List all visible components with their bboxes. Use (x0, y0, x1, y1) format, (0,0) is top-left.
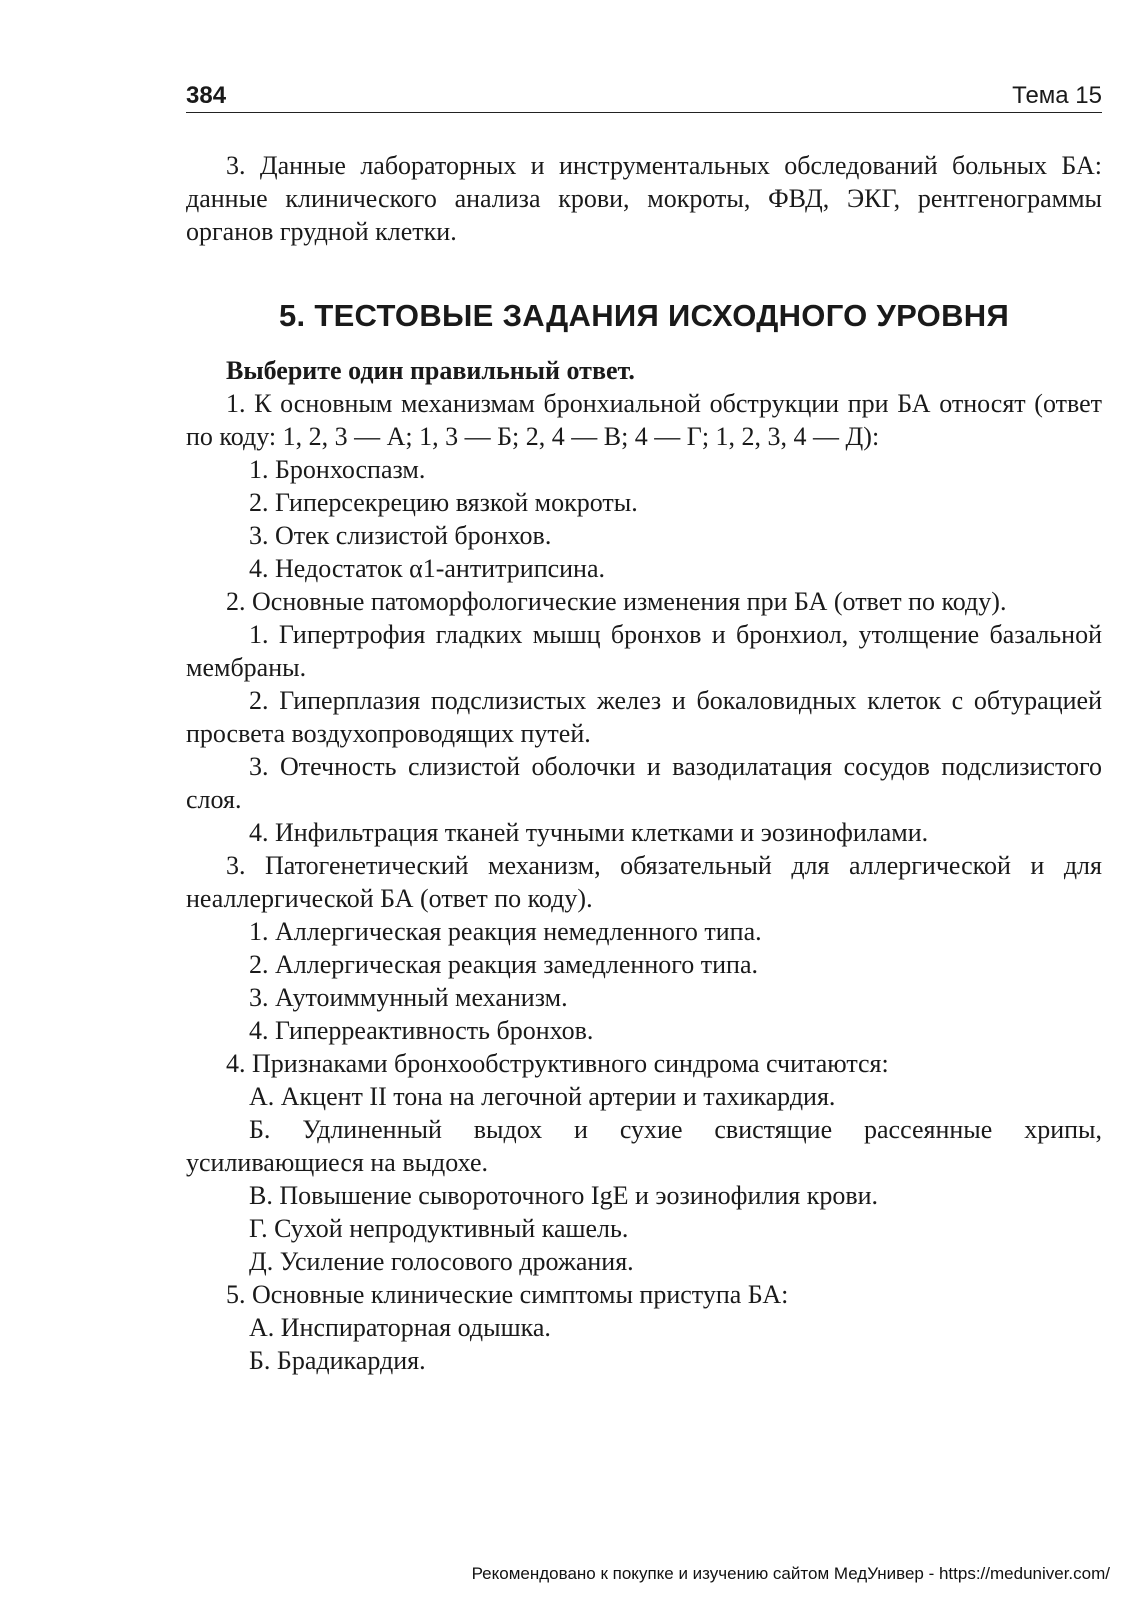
page-number: 384 (186, 82, 227, 109)
question-5-option-a: А. Инспираторная одышка. (249, 1313, 551, 1342)
question-1-option-2: 2. Гиперсекрецию вязкой мокроты. (249, 488, 638, 517)
question-2-option-2: 2. Гиперплазия подслизистых желез и бокаловидных клеток с обтурацией просвета воздухопроводящих путей. (186, 686, 1102, 748)
question-2-option-3: 3. Отечность слизистой оболочки и вазодилатация сосудов подслизистого слоя. (186, 752, 1102, 814)
page-header (186, 76, 1102, 113)
question-3-option-2: 2. Аллергическая реакция замедленного типа. (249, 950, 758, 979)
question-1-option-1: 1. Бронхоспазм. (249, 455, 426, 484)
question-2-option-4: 4. Инфильтрация тканей тучными клетками и эозинофилами. (249, 818, 929, 847)
question-2-option-1: 1. Гипертрофия гладких мышц бронхов и бронхиол, утолщение базальной мембраны. (186, 620, 1102, 682)
footer-recommendation: Рекомендовано к покупке и изучению сайтом МедУнивер - https://meduniver.com/ (471, 1564, 1110, 1583)
question-4-option-c: В. Повышение сывороточного IgE и эозинофилия крови. (249, 1181, 879, 1210)
question-4-option-b: Б. Удлиненный выдох и сухие свистящие рассеянные хрипы, усиливающиеся на выдохе. (186, 1115, 1102, 1177)
section-title: 5. ТЕСТОВЫЕ ЗАДАНИЯ ИСХОДНОГО УРОВНЯ (278, 298, 1010, 333)
question-4: 4. Признаками бронхообструктивного синдрома считаются: (226, 1049, 889, 1078)
question-4-option-d: Г. Сухой непродуктивный кашель. (249, 1214, 629, 1243)
intro-paragraph: 3. Данные лабораторных и инструментальных обследований больных БА: данные клинического анализа крови, мокроты, ФВД, ЭКГ, рентгенограммы органов грудной клетки. (186, 151, 1102, 246)
question-5-option-b: Б. Брадикардия. (249, 1346, 426, 1375)
question-3-option-4: 4. Гиперреактивность бронхов. (249, 1016, 594, 1045)
question-4-option-a: А. Акцент II тона на легочной артерии и тахикардия. (249, 1082, 836, 1111)
question-1: 1. К основным механизмам бронхиальной обструкции при БА относят (ответ по коду: 1, 2, 3 — А; 1, 3 — Б; 2, 4 — В; 4 — Г; 1, 2, 3, 4 — Д): (186, 389, 1102, 451)
page-content (186, 149, 1102, 1377)
instruction: Выберите один правильный ответ. (226, 356, 635, 385)
question-3-option-3: 3. Аутоиммунный механизм. (249, 983, 568, 1012)
question-3-option-1: 1. Аллергическая реакция немедленного типа. (249, 917, 762, 946)
question-5: 5. Основные клинические симптомы приступа БА: (226, 1280, 789, 1309)
question-4-option-e: Д. Усиление голосового дрожания. (249, 1247, 634, 1276)
question-1-option-4: 4. Недостаток α1-антитрипсина. (249, 554, 606, 583)
question-3: 3. Патогенетический механизм, обязательный для аллергической и для неаллергической БА (ответ по коду). (186, 851, 1102, 913)
question-1-option-3: 3. Отек слизистой бронхов. (249, 521, 552, 550)
question-2: 2. Основные патоморфологические изменения при БА (ответ по коду). (226, 587, 1007, 616)
running-head: Тема 15 (1012, 82, 1102, 109)
